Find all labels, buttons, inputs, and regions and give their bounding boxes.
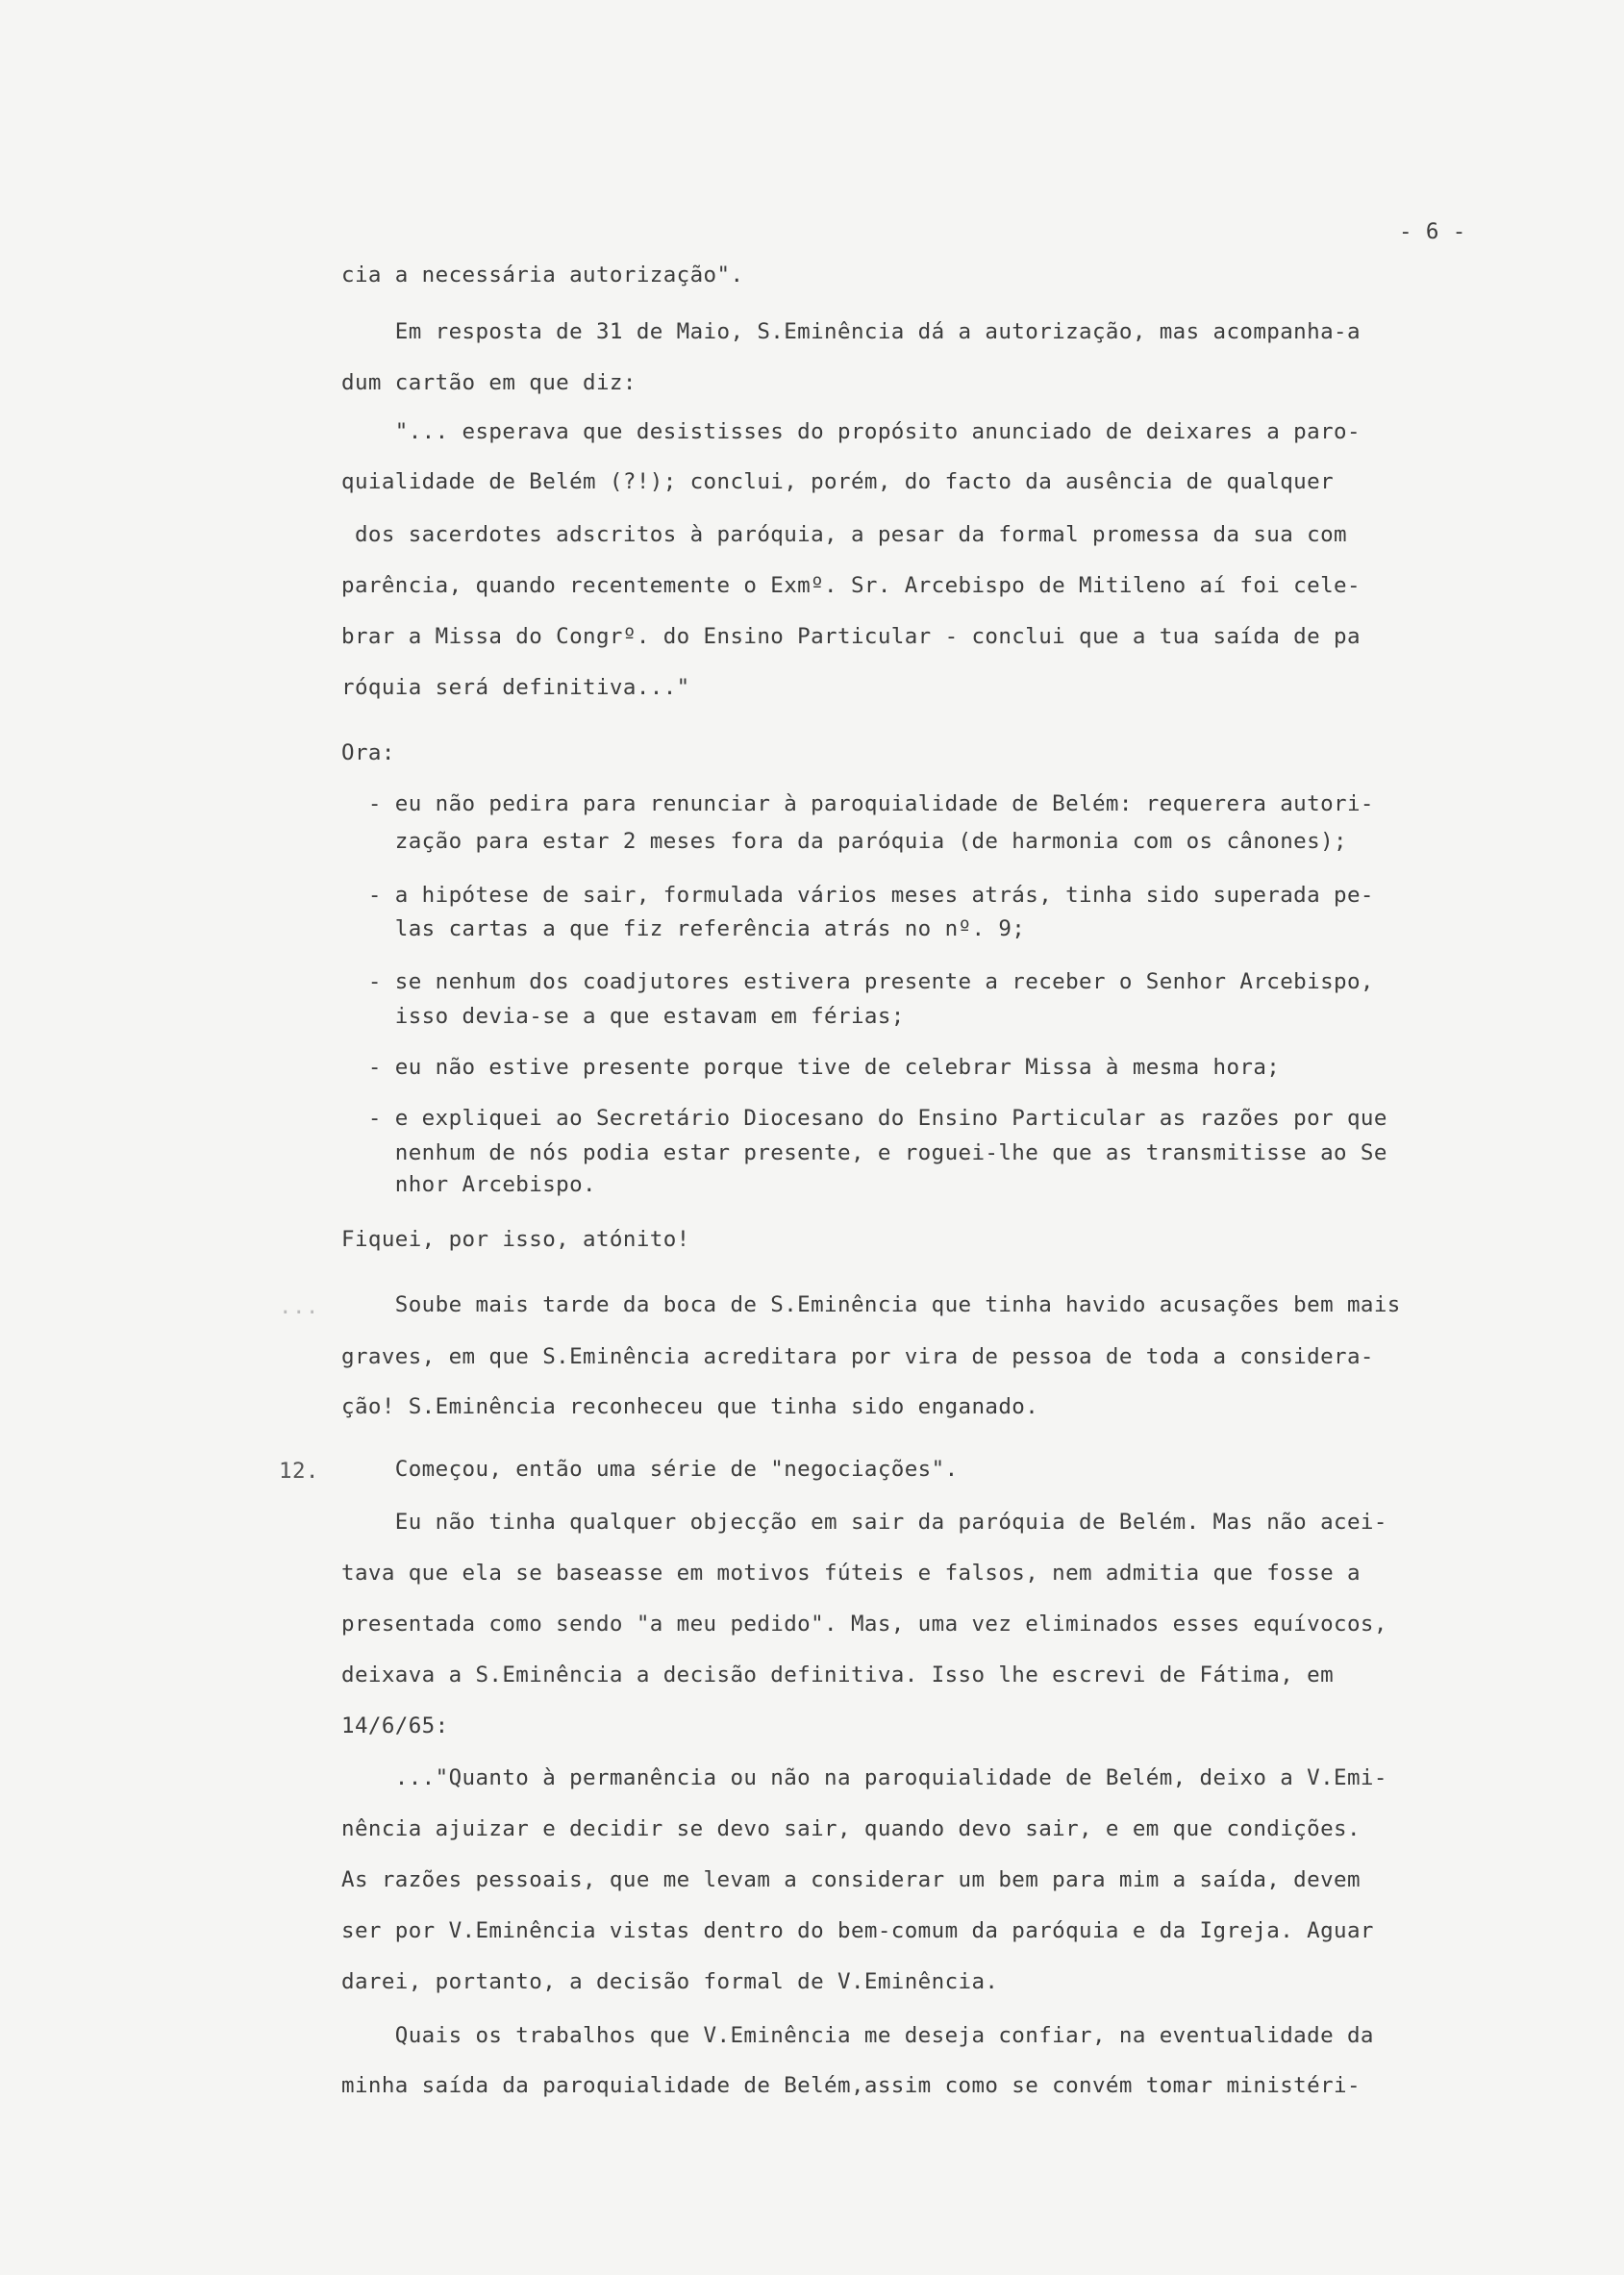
text-line: dum cartão em que diz: xyxy=(341,370,637,395)
text-line: ..."Quanto à permanência ou não na paroquialidade de Belém, deixo a V.Emi- xyxy=(341,1765,1387,1790)
text-line: Quais os trabalhos que V.Eminência me deseja confiar, na eventualidade da xyxy=(341,2023,1374,2048)
text-line: 14/6/65: xyxy=(341,1713,449,1738)
text-line: parência, quando recentemente o Exmº. Sr. Arcebispo de Mitileno aí foi cele- xyxy=(341,573,1361,598)
text-line: ção! S.Eminência reconheceu que tinha sido enganado. xyxy=(341,1394,1039,1419)
text-line: "... esperava que desistisses do propósito anunciado de deixares a paro- xyxy=(341,419,1361,444)
text-line: brar a Missa do Congrº. do Ensino Particular - conclui que a tua saída de pa xyxy=(341,624,1361,649)
text-line: nhor Arcebispo. xyxy=(341,1172,596,1197)
text-line: nência ajuizar e decidir se devo sair, quando devo sair, e em que condições. xyxy=(341,1816,1361,1841)
text-line: darei, portanto, a decisão formal de V.Eminência. xyxy=(341,1969,999,1994)
text-line: - eu não pedira para renunciar à paroquialidade de Belém: requerera autori- xyxy=(341,791,1374,816)
text-line: dos sacerdotes adscritos à paróquia, a pesar da formal promessa da sua com xyxy=(341,522,1347,547)
text-line: - eu não estive presente porque tive de celebrar Missa à mesma hora; xyxy=(341,1055,1281,1080)
text-line: Eu não tinha qualquer objecção em sair da paróquia de Belém. Mas não acei- xyxy=(341,1510,1387,1535)
text-line: Soube mais tarde da boca de S.Eminência que tinha havido acusações bem mais xyxy=(341,1292,1401,1317)
text-line: - se nenhum dos coadjutores estivera presente a receber o Senhor Arcebispo, xyxy=(341,969,1374,994)
text-line: As razões pessoais, que me levam a considerar um bem para mim a saída, devem xyxy=(341,1867,1361,1892)
text-line: graves, em que S.Eminência acreditara por vira de pessoa de toda a considera- xyxy=(341,1344,1374,1369)
text-line: Ora: xyxy=(341,740,395,765)
text-line: minha saída da paroquialidade de Belém,assim como se convém tomar ministéri- xyxy=(341,2073,1361,2098)
text-line: nenhum de nós podia estar presente, e roguei-lhe que as transmitisse ao Se xyxy=(341,1140,1387,1165)
text-line: las cartas a que fiz referência atrás no nº. 9; xyxy=(341,916,1026,941)
text-line: isso devia-se a que estavam em férias; xyxy=(341,1004,905,1029)
text-line: - e expliquei ao Secretário Diocesano do Ensino Particular as razões por que xyxy=(341,1106,1387,1131)
margin-mark: ... xyxy=(279,1294,319,1319)
text-line: Em resposta de 31 de Maio, S.Eminência dá a autorização, mas acompanha-a xyxy=(341,319,1361,344)
text-line: róquia será definitiva..." xyxy=(341,675,690,700)
text-line: presentada como sendo "a meu pedido". Mas, uma vez eliminados esses equívocos, xyxy=(341,1612,1387,1637)
text-line: tava que ela se baseasse em motivos fúteis e falsos, nem admitia que fosse a xyxy=(341,1561,1361,1586)
text-line: quialidade de Belém (?!); conclui, porém, do facto da ausência de qualquer xyxy=(341,469,1335,494)
text-line: Começou, então uma série de "negociações". xyxy=(341,1457,959,1482)
text-line: deixava a S.Eminência a decisão definitiva. Isso lhe escrevi de Fátima, em xyxy=(341,1662,1335,1688)
text-line: ser por V.Eminência vistas dentro do bem-comum da paróquia e da Igreja. Aguar xyxy=(341,1918,1374,1943)
text-line: cia a necessária autorização". xyxy=(341,262,744,288)
text-line: zação para estar 2 meses fora da paróquia (de harmonia com os cânones); xyxy=(341,829,1347,854)
text-line: - a hipótese de sair, formulada vários meses atrás, tinha sido superada pe- xyxy=(341,883,1374,908)
text-line: Fiquei, por isso, atónito! xyxy=(341,1227,690,1252)
section-number: 12. xyxy=(279,1459,319,1484)
page-number: - 6 - xyxy=(1399,219,1466,244)
